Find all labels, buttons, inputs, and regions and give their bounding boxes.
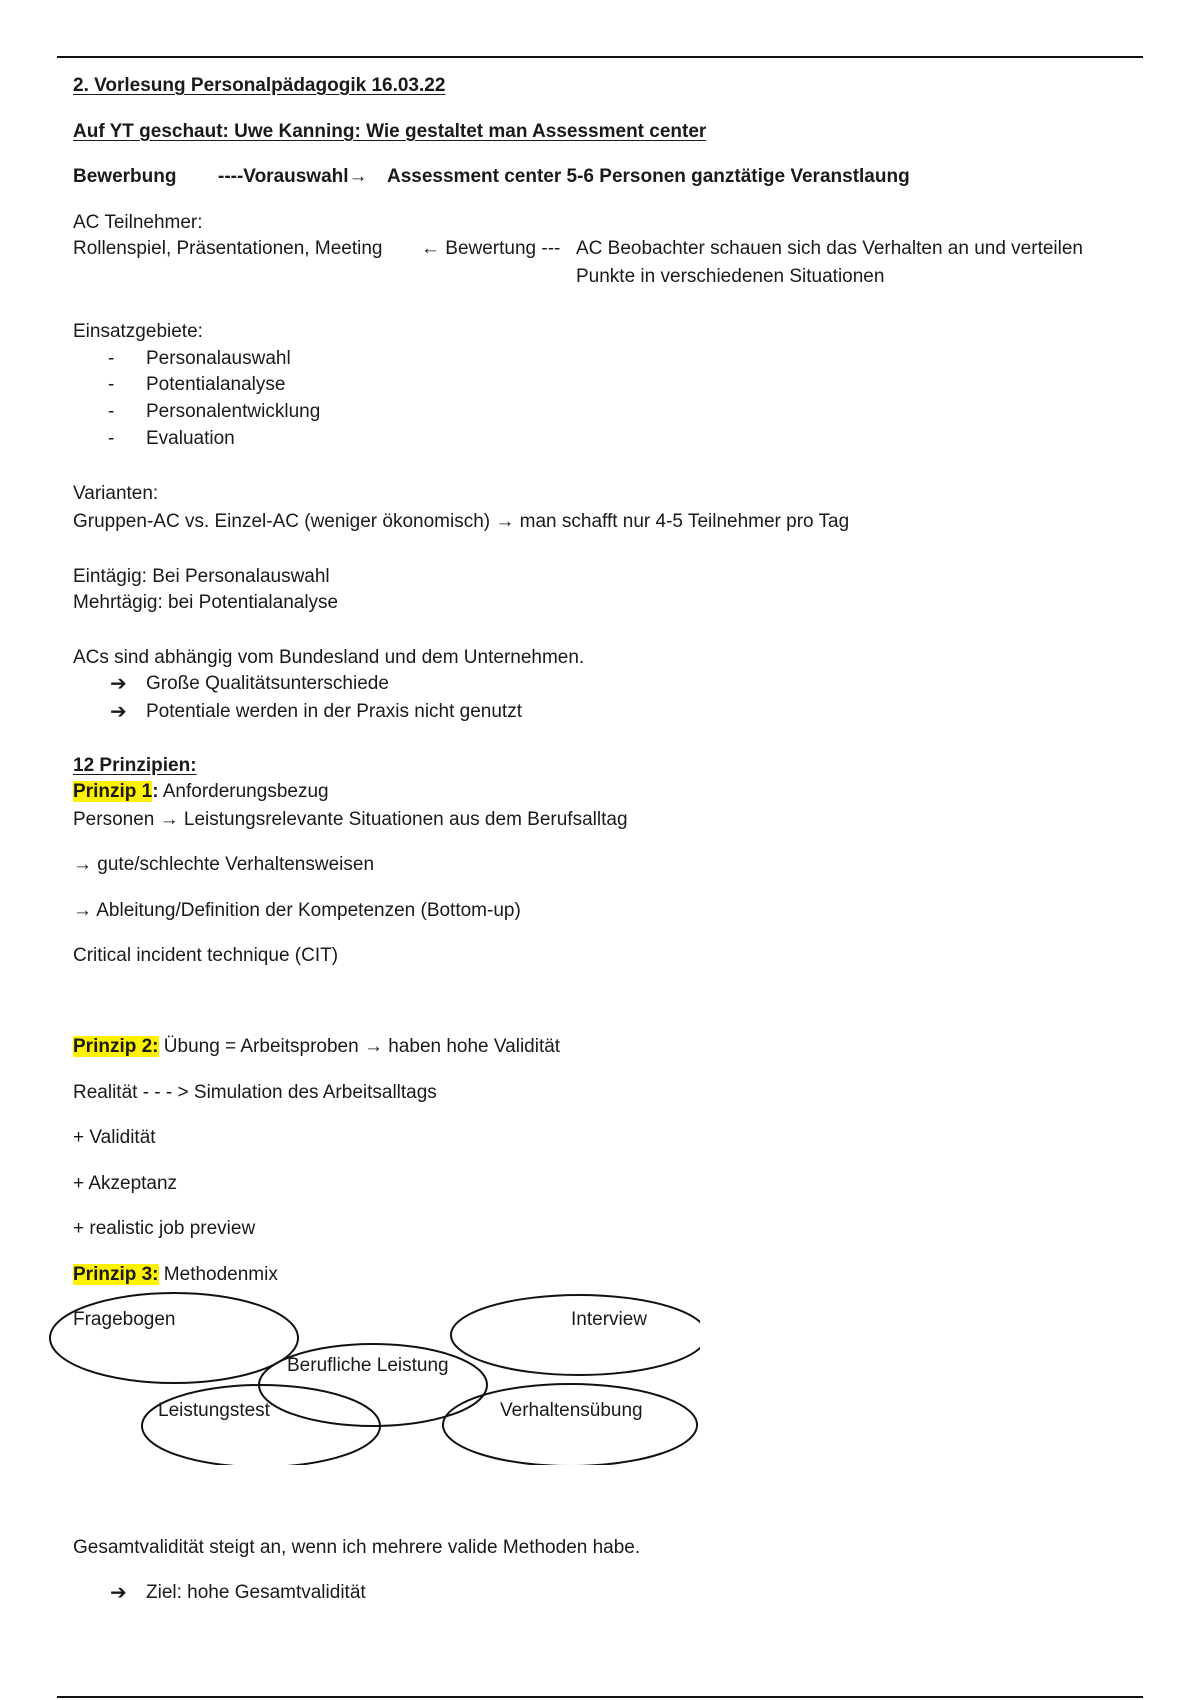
beobachter-line-2: Punkte in verschiedenen Situationen <box>576 266 885 287</box>
prinzip-2-detail: + Akzeptanz <box>73 1173 178 1194</box>
varianten-heading: Varianten: <box>73 483 159 504</box>
acs-point: Große Qualitätsunterschiede <box>146 673 389 694</box>
prinzip-1-detail: → gute/schlechte Verhaltensweisen <box>73 854 375 875</box>
arrow-bullet-icon: ➔ <box>110 673 127 695</box>
top-rule <box>57 56 1143 58</box>
fragebogen-ellipse <box>50 1293 298 1383</box>
mehrtaegig-text: Mehrtägig: bei Potentialanalyse <box>73 592 339 613</box>
prinzip-1-line <box>73 780 329 804</box>
prinzip-1-colon: : <box>152 781 159 802</box>
einsatzgebiete-heading: Einsatzgebiete: <box>73 321 203 342</box>
page-title: 2. Vorlesung Personalpädagogik 16.03.22 <box>73 75 446 96</box>
dash-bullet: - <box>108 401 115 422</box>
acs-abhaengig-text: ACs sind abhängig vom Bundesland und dem Unternehmen. <box>73 647 585 668</box>
prinzip-2-detail: + realistic job preview <box>73 1218 256 1239</box>
bewertung-arrow: ← Bewertung --- <box>421 238 561 259</box>
fragebogen-label: Fragebogen <box>73 1309 176 1330</box>
verhaltensuebung-ellipse <box>443 1384 697 1465</box>
prinzip-3-text: Methodenmix <box>158 1264 278 1285</box>
interview-ellipse <box>451 1295 700 1375</box>
prinzip-1-label: Prinzip 1 <box>73 781 153 802</box>
acs-point: Potentiale werden in der Praxis nicht genutzt <box>146 701 522 722</box>
leistungstest-label: Leistungstest <box>158 1400 270 1421</box>
berufliche-leistung-label: Berufliche Leistung <box>287 1355 449 1376</box>
prinzip-1-detail: → Ableitung/Definition der Kompetenzen (Bottom-up) <box>73 900 521 921</box>
arrow-bullet-icon: ➔ <box>110 1582 127 1604</box>
dash-bullet: - <box>108 428 115 449</box>
flow-bewerbung: Bewerbung <box>73 166 177 187</box>
flow-assessment-center: Assessment center 5-6 Personen ganztätige Veranstlaung <box>387 166 910 187</box>
ziel-text: Ziel: hohe Gesamtvalidität <box>146 1582 366 1603</box>
ac-teilnehmer-heading: AC Teilnehmer: <box>73 212 203 233</box>
prinzip-2-line <box>73 1035 560 1059</box>
beobachter-line-1: AC Beobachter schauen sich das Verhalten an und verteilen <box>576 238 1083 259</box>
gesamtvaliditaet-text: Gesamtvalidität steigt an, wenn ich mehrere valide Methoden habe. <box>73 1537 641 1558</box>
einsatz-item: Personalauswahl <box>146 348 291 369</box>
prinzip-2-detail: Realität - - - > Simulation des Arbeitsalltags <box>73 1082 437 1103</box>
prinzip-1-detail: Personen → Leistungsrelevante Situationen aus dem Berufsalltag <box>73 809 628 830</box>
bottom-rule <box>57 1696 1143 1698</box>
prinzip-2-label: Prinzip 2: <box>73 1036 159 1057</box>
prinzip-3-label: Prinzip 3: <box>73 1264 159 1285</box>
prinzip-2-text: Übung = Arbeitsproben → haben hohe Validität <box>158 1036 561 1057</box>
prinzip-2-detail: + Validität <box>73 1127 156 1148</box>
prinzip-1-text: Anforderungsbezug <box>158 781 329 802</box>
rollenspiel-text: Rollenspiel, Präsentationen, Meeting <box>73 238 383 259</box>
interview-label: Interview <box>571 1309 648 1330</box>
arrow-bullet-icon: ➔ <box>110 701 127 723</box>
prinzip-3-line <box>73 1263 278 1287</box>
dash-bullet: - <box>108 374 115 395</box>
einsatz-item: Personalentwicklung <box>146 401 321 422</box>
prinzip-1-detail: Critical incident technique (CIT) <box>73 945 339 966</box>
dash-bullet: - <box>108 348 115 369</box>
flow-vorauswahl: ----Vorauswahl→ <box>218 166 368 187</box>
yt-note: Auf YT geschaut: Uwe Kanning: Wie gestaltet man Assessment center <box>73 121 707 142</box>
verhaltensuebung-label: Verhaltensübung <box>500 1400 643 1421</box>
varianten-text: Gruppen-AC vs. Einzel-AC (weniger ökonomisch) → man schafft nur 4-5 Teilnehmer pro Tag <box>73 511 850 532</box>
einsatz-item: Evaluation <box>146 428 235 449</box>
prinzipien-heading: 12 Prinzipien: <box>73 755 197 776</box>
eintaegig-text: Eintägig: Bei Personalauswahl <box>73 566 330 587</box>
einsatz-item: Potentialanalyse <box>146 374 286 395</box>
